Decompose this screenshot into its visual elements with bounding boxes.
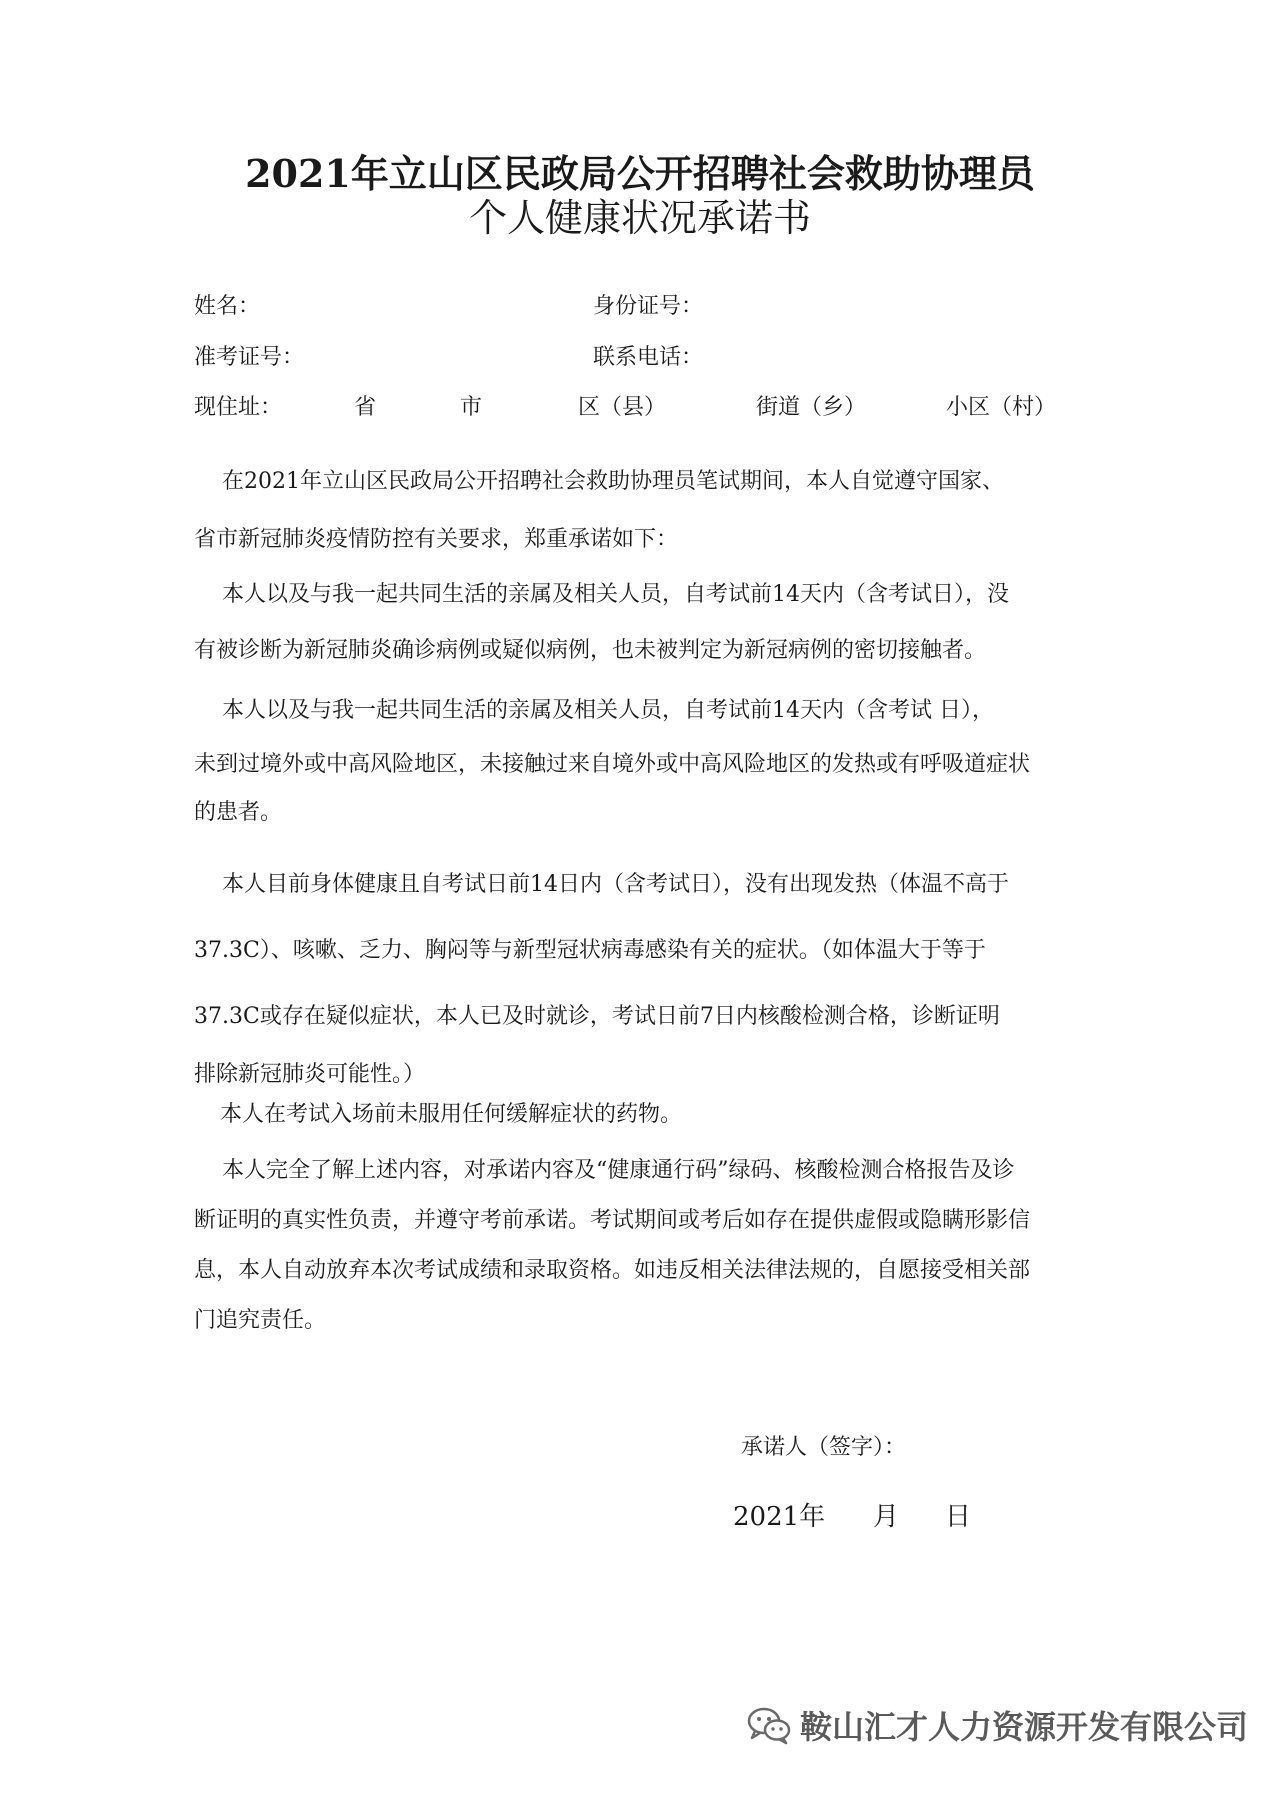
- p2-line-3: 的患者。: [194, 800, 283, 825]
- watermark: [746, 1700, 1248, 1750]
- document-subtitle: 个人健康状况承诺书: [468, 196, 811, 240]
- intro-line-1: 在2021年立山区民政局公开招聘社会救助协理员笔试期间，本人自觉遵守国家、: [222, 469, 1004, 494]
- p5-line-1: 本人完全了解上述内容，对承诺内容及“健康通行码”绿码、核酸检测合格报告及诊: [222, 1158, 1015, 1183]
- p2-line-2: 未到过境外或中高风险地区，未接触过来自境外或中高风险地区的发热或有呼吸道症状: [194, 752, 1031, 777]
- commitment-paragraph-4: [194, 1098, 1089, 1132]
- address-district: 区（县）: [578, 395, 667, 420]
- p4-line-1: 本人在考试入场前未服用任何缓解症状的药物。: [220, 1102, 683, 1127]
- p5-line-2: 断证明的真实性负责，并遵守考前承诺。考试期间或考后如存在提供虚假或隐瞒形影信: [194, 1208, 1031, 1233]
- exam-number-label: 准考证号：: [194, 345, 305, 370]
- date-day: 日: [945, 1502, 972, 1532]
- id-number-label: 身份证号：: [593, 294, 704, 319]
- intro-line-2: 省市新冠肺炎疫情防控有关要求，郑重承诺如下：: [194, 527, 679, 552]
- commitment-paragraph-2: [194, 684, 1089, 840]
- address-street: 街道（乡）: [756, 395, 867, 420]
- p2-line-1: 本人以及与我一起共同生活的亲属及相关人员，自考试前14天内（含考试 日），: [222, 698, 994, 723]
- commitment-paragraph-3: [194, 852, 1089, 1100]
- watermark-text: 鞍山汇才人力资源开发有限公司: [800, 1708, 1249, 1746]
- date-month: 月: [873, 1502, 900, 1532]
- wechat-icon: [746, 1705, 792, 1745]
- name-label: 姓名：: [194, 294, 261, 319]
- address-city: 市: [460, 395, 483, 420]
- p3-line-2: 37.3C）、咳嗽、乏力、胸闷等与新型冠状病毒感染有关的症状。（如体温大于等于: [194, 938, 986, 963]
- address-label: 现住址：: [194, 395, 283, 420]
- p3-line-4: 排除新冠肺炎可能性。）: [194, 1062, 426, 1087]
- address-community: 小区（村）: [946, 395, 1057, 420]
- document-title: 2021年立山区民政局公开招聘社会救助协理员: [245, 151, 1035, 196]
- commitment-paragraph-1: [194, 567, 1089, 679]
- phone-label: 联系电话：: [593, 345, 704, 370]
- date-year: 2021年: [733, 1502, 826, 1532]
- p3-line-3: 37.3C或存在疑似症状，本人已及时就诊，考试日前7日内核酸检测合格，诊断证明: [194, 1004, 1000, 1029]
- p5-line-4: 门追究责任。: [194, 1308, 327, 1333]
- p1-line-1: 本人以及与我一起共同生活的亲属及相关人员，自考试前14天内（含考试日），没: [222, 582, 1009, 607]
- p5-line-3: 息，本人自动放弃本次考试成绩和录取资格。如违反相关法律法规的，自愿接受相关部: [194, 1258, 1031, 1283]
- signature-label: 承诺人（签字）：: [741, 1435, 907, 1460]
- commitment-paragraph-5: [194, 1146, 1089, 1346]
- address-province: 省: [354, 395, 377, 420]
- p1-line-2: 有被诊断为新冠肺炎确诊病例或疑似病例，也未被判定为新冠病例的密切接触者。: [194, 638, 987, 663]
- intro-paragraph: [194, 453, 1089, 569]
- p3-line-1: 本人目前身体健康且自考试日前14日内（含考试日），没有出现发热（体温不高于: [222, 872, 1009, 897]
